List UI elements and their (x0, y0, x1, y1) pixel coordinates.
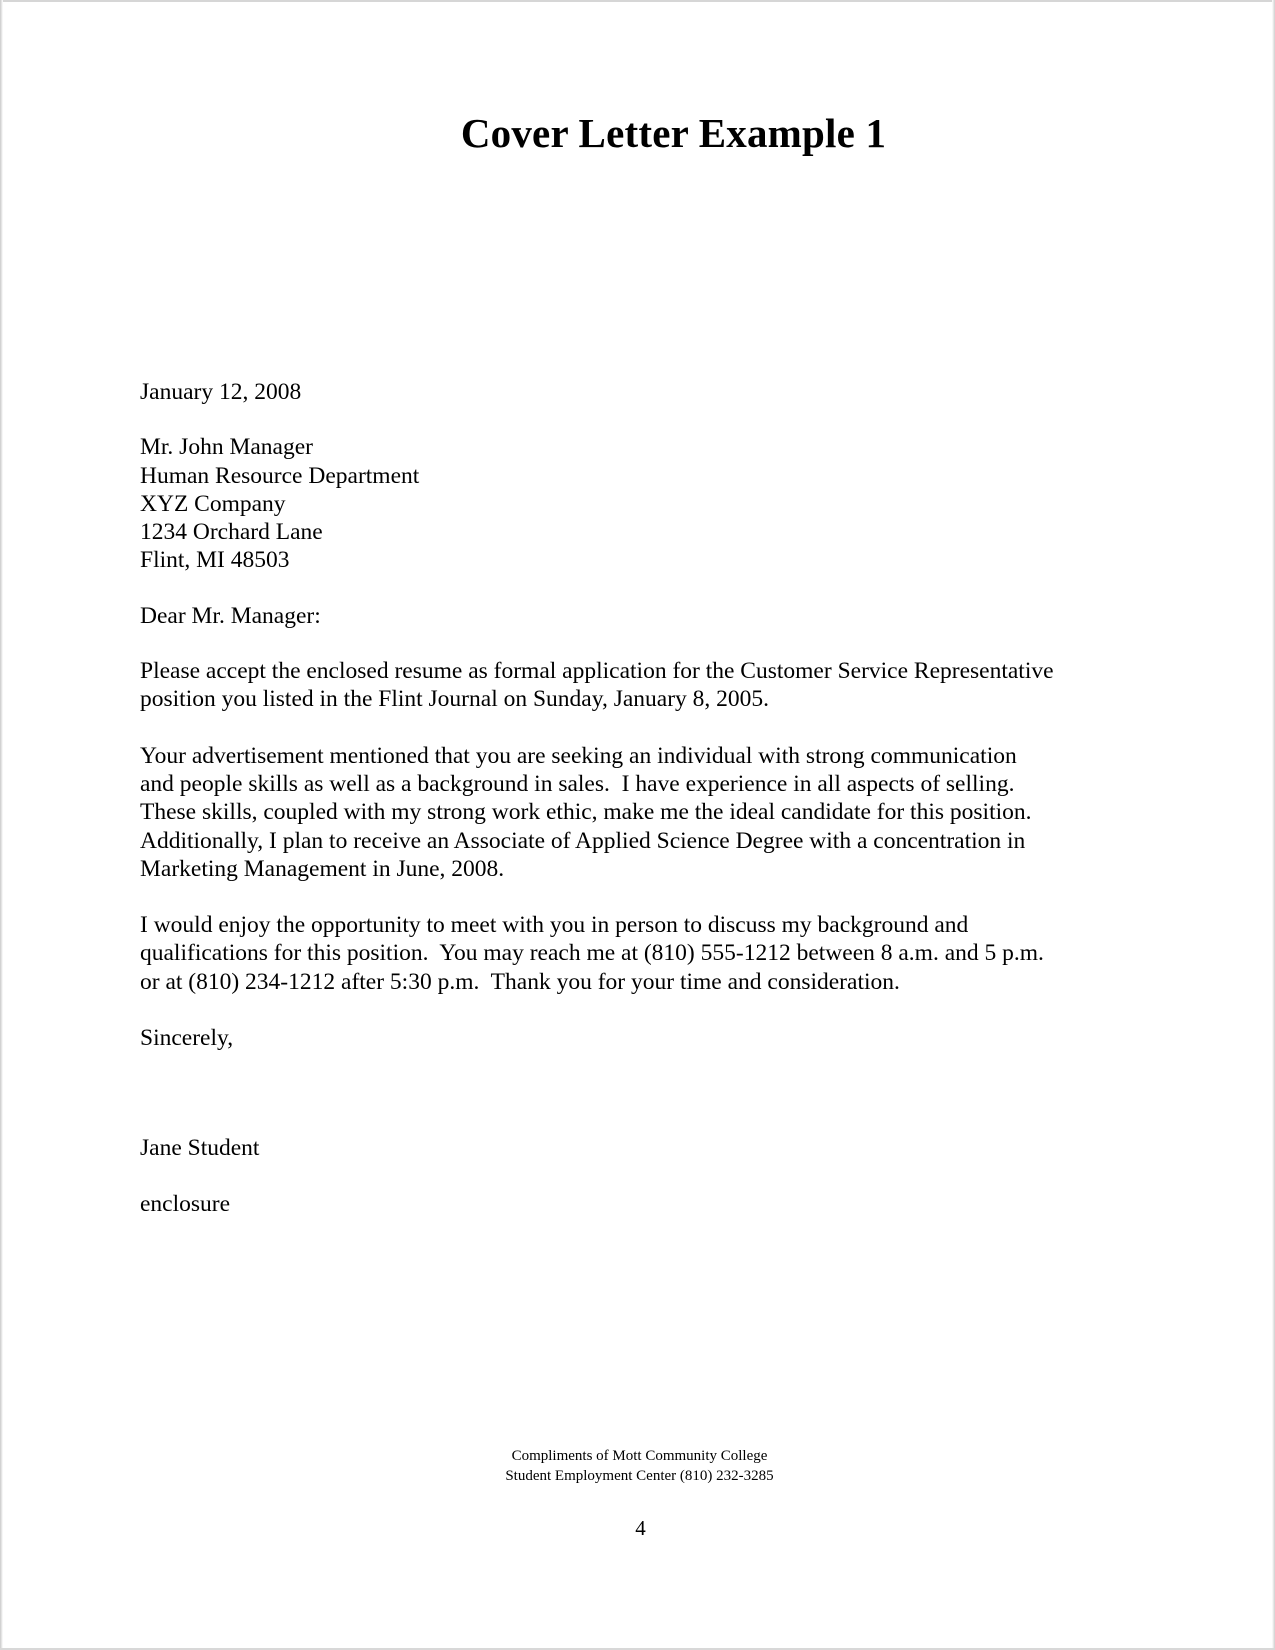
paragraph-3-line-1: I would enjoy the opportunity to meet with you in person to discuss my background and (140, 912, 969, 939)
recipient-city-state-zip: Flint, MI 48503 (140, 547, 290, 574)
footer-credit-line-2: Student Employment Center (810) 232-3285 (505, 1468, 774, 1484)
paragraph-3-line-2: qualifications for this position. You may reach me at (810) 555-1212 between 8 a.m. and 5 p.m. (140, 940, 1044, 967)
footer-credit (0, 1446, 1275, 1486)
letter-date-block (140, 378, 1075, 406)
body-paragraph-2 (140, 742, 1075, 883)
page-title: Cover Letter Example 1 (460, 110, 887, 157)
recipient-address-block (140, 433, 1075, 574)
paragraph-2-line-2: and people skills as well as a background in sales. I have experience in all aspects of selling. (140, 770, 1015, 797)
recipient-department: Human Resource Department (140, 462, 420, 489)
recipient-name: Mr. John Manager (140, 434, 313, 461)
signature-name: Jane Student (140, 1135, 260, 1162)
body-paragraph-3 (140, 911, 1075, 996)
scan-edge-left (0, 0, 3, 1650)
enclosure-note: enclosure (140, 1190, 231, 1217)
closing-block (140, 1024, 1075, 1052)
recipient-company: XYZ Company (140, 490, 286, 517)
scan-edge-top (0, 0, 1275, 2)
recipient-street: 1234 Orchard Lane (140, 519, 323, 546)
salutation-block (140, 602, 1075, 630)
letter-date: January 12, 2008 (140, 379, 302, 405)
paragraph-2-line-3: These skills, coupled with my strong work ethic, make me the ideal candidate for this position. (140, 799, 1032, 826)
paragraph-2-line-4: Additionally, I plan to receive an Associate of Applied Science Degree with a concentration in (140, 827, 1026, 854)
paragraph-2-line-1: Your advertisement mentioned that you are seeking an individual with strong communication (140, 742, 1017, 769)
paragraph-2-line-5: Marketing Management in June, 2008. (140, 855, 505, 882)
body-paragraph-1 (140, 657, 1075, 714)
letter-body (140, 378, 1075, 1218)
footer-credit-line-1: Compliments of Mott Community College (511, 1448, 768, 1464)
paragraph-3-line-3: or at (810) 234-1212 after 5:30 p.m. Thank you for your time and consideration. (140, 968, 900, 995)
paragraph-1-line-2: position you listed in the Flint Journal on Sunday, January 8, 2005. (140, 686, 770, 713)
page-number: 4 (635, 1516, 646, 1540)
salutation: Dear Mr. Manager: (140, 602, 321, 629)
enclosure-block (140, 1190, 1075, 1218)
signature-space (140, 1052, 1075, 1134)
closing: Sincerely, (140, 1025, 234, 1052)
paragraph-1-line-1: Please accept the enclosed resume as formal application for the Customer Service Representative (140, 658, 1054, 685)
signature-name-block (140, 1134, 1075, 1162)
